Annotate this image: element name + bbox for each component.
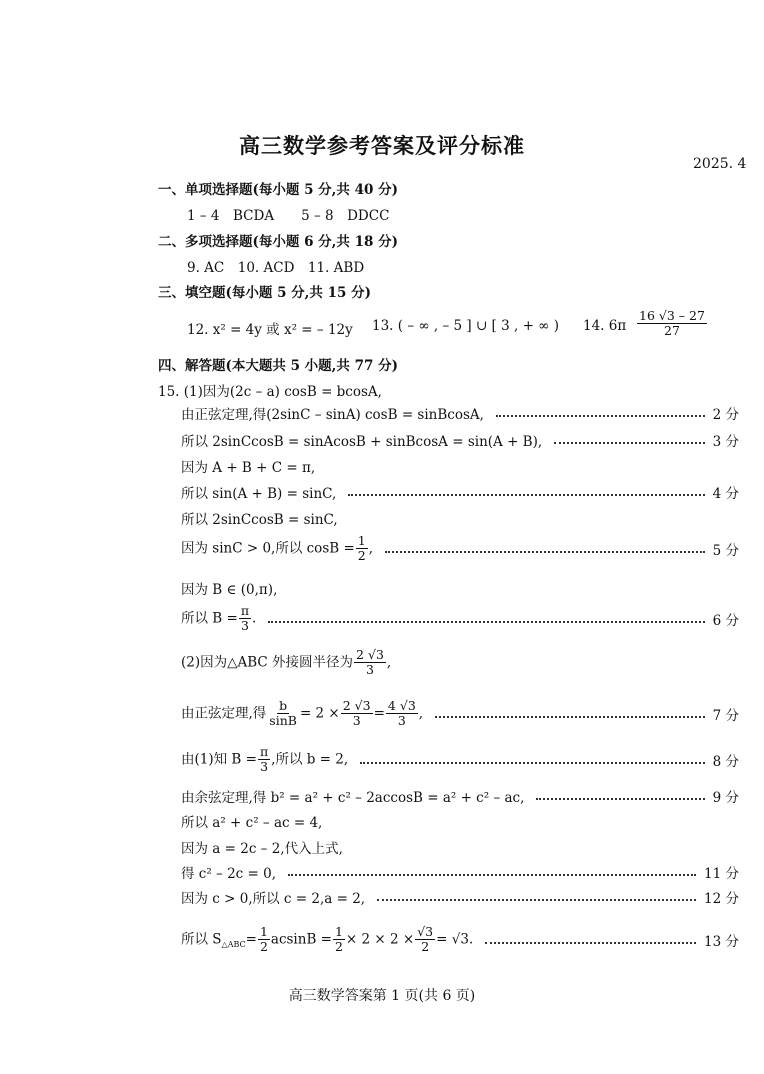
text-pre: 所以 S <box>181 931 222 948</box>
q15-line-10 <box>181 745 739 775</box>
text-pre: 因为 sinC > 0,所以 cosB = <box>181 540 355 557</box>
q15-line-12: 所以 a² + c² – ac = 4, <box>181 815 323 831</box>
score: 11 分 <box>704 866 739 882</box>
score: 7 分 <box>712 707 739 724</box>
fraction-numerator: 2 √3 <box>342 698 371 713</box>
fraction-numerator: 1 <box>259 924 268 939</box>
q15-line-8 <box>181 604 739 634</box>
dot-leader <box>536 798 704 800</box>
line-text <box>181 925 473 955</box>
q14-answer-label: 14. 6π <box>583 318 627 334</box>
dot-leader <box>268 621 704 623</box>
dot-leader <box>485 942 696 944</box>
section-4-heading: 四、解答题(本大题共 5 小题,共 77 分) <box>158 358 398 374</box>
page-footer: 高三数学答案第 1 页(共 6 页) <box>288 988 476 1004</box>
text-eq: = <box>245 931 257 948</box>
text-post: , <box>368 540 374 557</box>
text-pre: (2)因为△ABC 外接圆半径为 <box>181 654 354 671</box>
q15-line-7: 因为 B ∈ (0,π), <box>181 582 278 598</box>
q15-line-15 <box>181 887 739 907</box>
q15-line-16 <box>181 925 739 955</box>
q15-line-4 <box>181 482 739 502</box>
line-text: 由余弦定理,得 b² = a² + c² – 2accosB = a² + c² – ac, <box>181 790 525 806</box>
section-1-answers: 1 – 4 BCDA 5 – 8 DDCC <box>187 208 390 224</box>
score: 2 分 <box>712 407 739 423</box>
fraction-denominator: 3 <box>240 618 249 634</box>
fraction-denominator: 3 <box>352 713 361 729</box>
score: 4 分 <box>712 486 739 502</box>
dot-leader <box>435 716 705 718</box>
dot-leader <box>288 874 696 876</box>
section-2-answers: 9. AC 10. ACD 11. ABD <box>187 260 365 276</box>
q15-part2-intro <box>181 648 391 678</box>
line-text: 所以 2sinCcosB = sinAcosB + sinBcosA = sin(A + B), <box>181 434 543 450</box>
text-post: , <box>386 654 392 671</box>
page-title: 高三数学参考答案及评分标准 <box>239 133 525 158</box>
fraction-denominator: 2 <box>357 548 366 564</box>
q15-line-0: 15. (1)因为(2c – a) cosB = bcosA, <box>158 384 382 400</box>
fraction-denominator: 2 <box>421 939 430 955</box>
fraction-numerator: π <box>240 603 250 618</box>
q15-line-11 <box>181 786 739 806</box>
fraction-numerator: √3 <box>417 924 434 939</box>
text-post: . <box>252 610 257 627</box>
section-1-heading: 一、单项选择题(每小题 5 分,共 40 分) <box>158 182 398 198</box>
line-text <box>181 534 373 564</box>
q14-denominator: 27 <box>664 323 680 339</box>
text-mid: acsinB = <box>270 931 332 948</box>
dot-leader <box>348 494 704 496</box>
q14-answer-fraction <box>636 309 708 339</box>
q15-line-13: 因为 a = 2c – 2,代入上式, <box>181 841 343 857</box>
fraction-numerator: b <box>279 698 288 713</box>
q15-line-9 <box>181 699 739 729</box>
q15-line-5: 所以 2sinCcosB = sinC, <box>181 512 338 528</box>
fraction-denominator: sinB <box>269 713 297 729</box>
fraction-denominator: 3 <box>366 662 374 678</box>
text-post: , <box>418 705 424 722</box>
fraction-numerator: 1 <box>334 924 343 939</box>
fraction-denominator: 2 <box>259 939 268 955</box>
dot-leader <box>496 415 705 417</box>
q13-answer: 13. ( – ∞ , – 5 ] ∪ [ 3 , + ∞ ) <box>372 318 559 334</box>
date: 2025. 4 <box>693 156 747 172</box>
score: 3 分 <box>712 434 739 450</box>
fraction-denominator: 3 <box>397 713 406 729</box>
section-3-heading: 三、填空题(每小题 5 分,共 15 分) <box>158 285 371 301</box>
q15-line-3: 因为 A + B + C = π, <box>181 460 316 476</box>
score: 12 分 <box>704 891 739 907</box>
fraction-numerator: π <box>259 744 269 759</box>
text-post: = √3. <box>436 931 474 948</box>
text-mid: = 2 × <box>299 705 340 722</box>
line-text: 因为 c > 0,所以 c = 2,a = 2, <box>181 891 366 907</box>
q14-numerator: 16 √3 – 27 <box>639 308 705 323</box>
q15-line-6 <box>181 534 739 564</box>
fraction-numerator: 4 √3 <box>387 698 416 713</box>
dot-leader <box>377 899 696 901</box>
score: 5 分 <box>712 542 739 559</box>
text-pre: 所以 B = <box>181 610 238 627</box>
line-text <box>181 604 256 634</box>
text-pre: 由正弦定理,得 <box>181 705 267 722</box>
score: 9 分 <box>712 790 739 806</box>
dot-leader <box>554 442 704 444</box>
q15-line-2 <box>181 430 739 450</box>
text-pre: 由(1)知 B = <box>181 751 257 768</box>
area-subscript: △ABC <box>221 940 246 950</box>
line-text: 由正弦定理,得(2sinC – sinA) cosB = sinBcosA, <box>181 407 484 423</box>
fraction-numerator: 1 <box>357 533 366 548</box>
section-2-heading: 二、多项选择题(每小题 6 分,共 18 分) <box>158 234 398 250</box>
line-text: 得 c² – 2c = 0, <box>181 866 277 882</box>
q15-line-1 <box>181 403 739 423</box>
dot-leader <box>360 762 704 764</box>
line-text <box>181 699 423 729</box>
fraction-numerator: 2 √3 <box>356 647 384 662</box>
score: 6 分 <box>712 612 739 629</box>
text-post: ,所以 b = 2, <box>271 751 349 768</box>
fraction-denominator: 3 <box>260 759 269 775</box>
q15-line-14 <box>181 862 739 882</box>
dot-leader <box>385 551 705 553</box>
fraction-denominator: 2 <box>334 939 343 955</box>
line-text: 所以 sin(A + B) = sinC, <box>181 486 337 502</box>
score: 13 分 <box>704 933 739 950</box>
q12-answer: 12. x² = 4y 或 x² = – 12y <box>187 322 353 338</box>
text-eq: = <box>373 705 385 722</box>
line-text <box>181 745 348 775</box>
text-mid: × 2 × 2 × <box>345 931 415 948</box>
score: 8 分 <box>712 753 739 770</box>
